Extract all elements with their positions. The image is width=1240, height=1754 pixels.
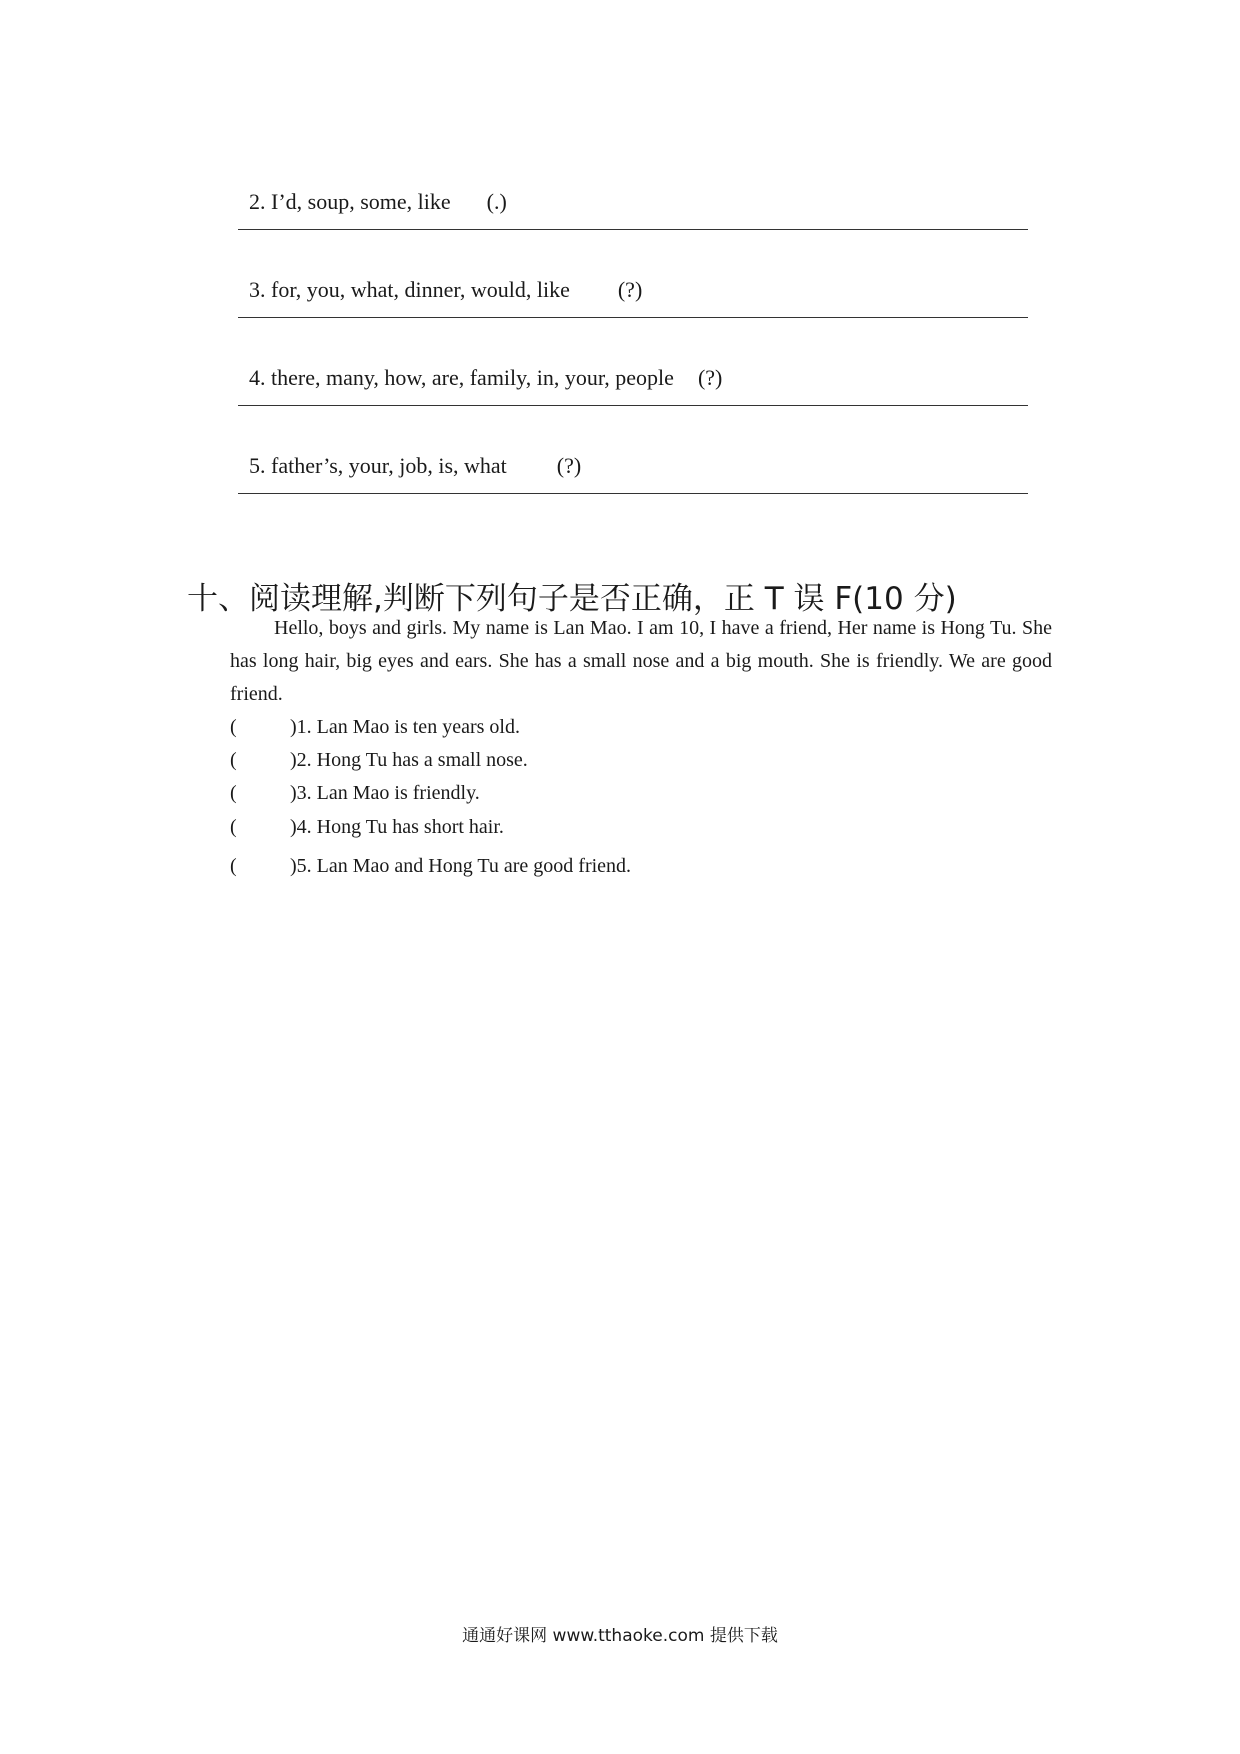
- reading-passage-text: Hello, boys and girls. My name is Lan Mao. I am 10, I have a friend, Her name is Hong Tu. She has long hair, big eyes and ears. She has a small nose and a big mouth. She is friendly. We are good friend.: [230, 617, 1052, 705]
- question-5-words: 5. father’s, your, job, is, what: [249, 453, 507, 478]
- question-4-punctuation: (?): [697, 365, 723, 390]
- answer-line-2: [238, 229, 1028, 230]
- answer-blank-5[interactable]: (: [230, 855, 237, 877]
- answer-blank-3[interactable]: (: [230, 782, 237, 804]
- tf-statement-1: )1. Lan Mao is ten years old.: [290, 716, 520, 738]
- answer-line-3: [238, 317, 1028, 318]
- tf-item-4: [230, 816, 504, 839]
- question-2: [238, 163, 507, 215]
- question-2-words: 2. I’d, soup, some, like: [249, 189, 451, 214]
- reading-passage: [230, 612, 1052, 711]
- tf-statement-3: )3. Lan Mao is friendly.: [290, 782, 480, 804]
- question-4-words: 4. there, many, how, are, family, in, your, people: [249, 365, 674, 390]
- page-footer: 通通好课网 www.tthaoke.com 提供下载: [462, 1626, 778, 1646]
- section-title: 十、阅读理解,判断下列句子是否正确，正 T 误 F(10 分): [187, 581, 957, 617]
- tf-statement-2: )2. Hong Tu has a small nose.: [290, 749, 528, 771]
- question-2-punctuation: (.): [486, 189, 507, 214]
- question-5: [238, 427, 581, 479]
- tf-item-3: [230, 782, 480, 805]
- tf-item-2: [230, 749, 528, 772]
- tf-item-1: [230, 716, 520, 739]
- answer-blank-1[interactable]: (: [230, 716, 237, 738]
- question-5-punctuation: (?): [556, 453, 582, 478]
- answer-blank-4[interactable]: (: [230, 816, 237, 838]
- answer-blank-2[interactable]: (: [230, 749, 237, 771]
- question-4: [238, 339, 722, 391]
- answer-line-5: [238, 493, 1028, 494]
- tf-statement-4: )4. Hong Tu has short hair.: [290, 816, 504, 838]
- question-3-punctuation: (?): [617, 277, 643, 302]
- question-3-words: 3. for, you, what, dinner, would, like: [249, 277, 570, 302]
- tf-item-5: [230, 855, 631, 878]
- answer-line-4: [238, 405, 1028, 406]
- question-3: [238, 251, 642, 303]
- tf-statement-5: )5. Lan Mao and Hong Tu are good friend.: [290, 855, 632, 877]
